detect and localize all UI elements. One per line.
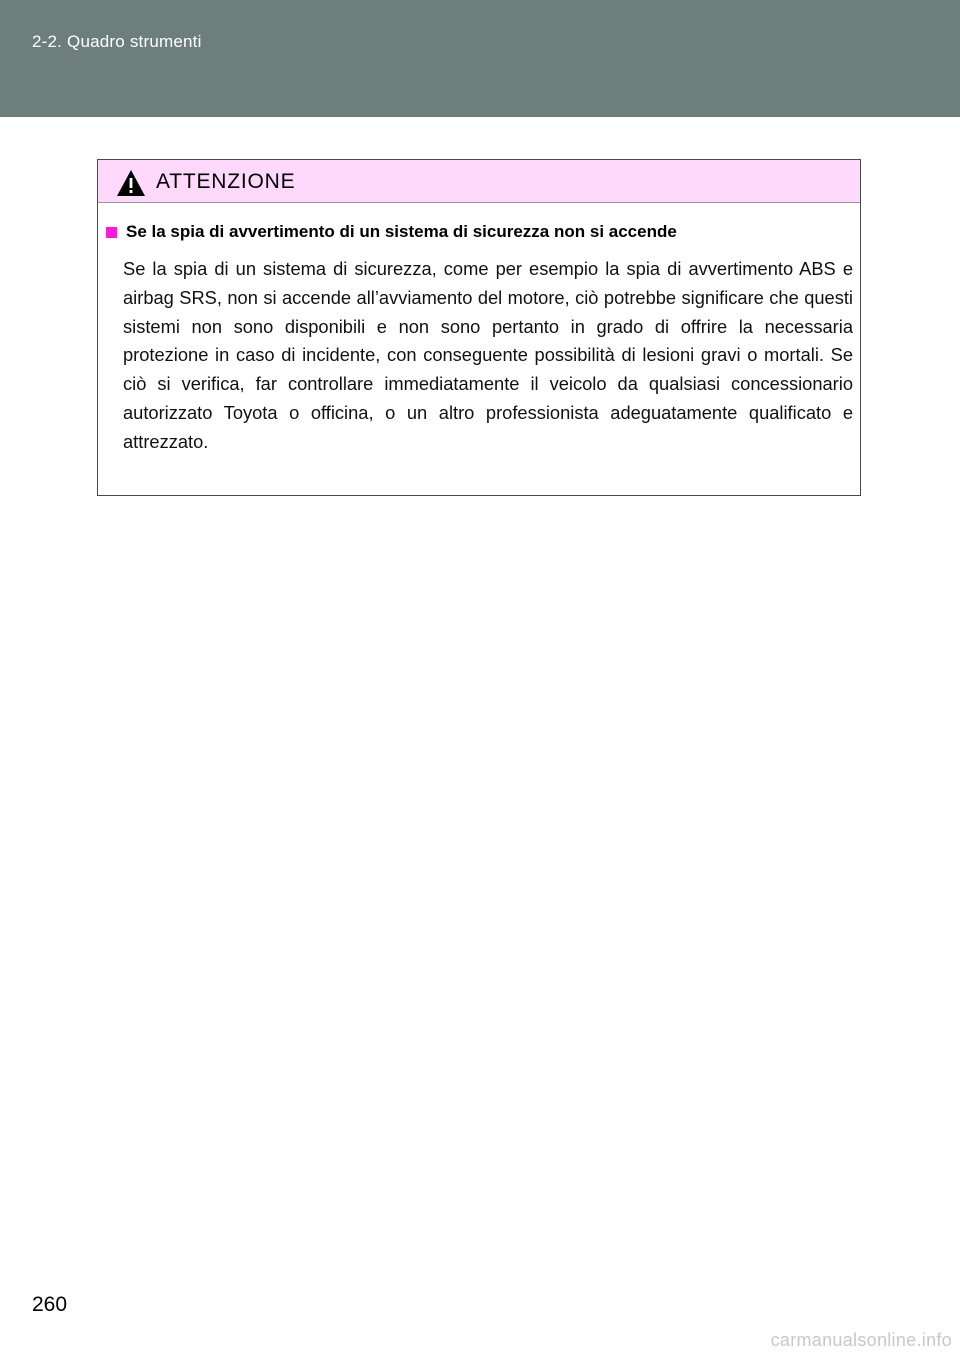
caution-title: ATTENZIONE [156,170,296,193]
page-number: 260 [32,1293,68,1316]
warning-triangle-icon [116,169,146,197]
watermark: carmanualsonline.info [770,1330,952,1350]
bullet-square-icon [106,227,117,238]
section-title: 2-2. Quadro strumenti [32,32,202,51]
header-band [0,0,960,117]
caution-item-heading [106,222,677,242]
caution-header [98,160,860,203]
caution-body-text: Se la spia di un sistema di sicurezza, come per esempio la spia di avvertimento ABS e airbag SRS, non si accende all’avviamento del motore, ciò potrebbe significare che questi sistemi non sono disponibili e non sono pertanto in grado di offrire la necessaria protezione in caso di incidente, con conseguente possibilità di lesioni gravi o mortali. Se ciò si verifica, far controllare immediatamente il veicolo da qualsiasi concessionario autorizzato Toyota o officina, o un altro professionista adeguatamente qualificato e attrezzato. [123,258,853,452]
caution-box [97,159,861,496]
caution-heading-text: Se la spia di avvertimento di un sistema di sicurezza non si accende [126,222,677,241]
